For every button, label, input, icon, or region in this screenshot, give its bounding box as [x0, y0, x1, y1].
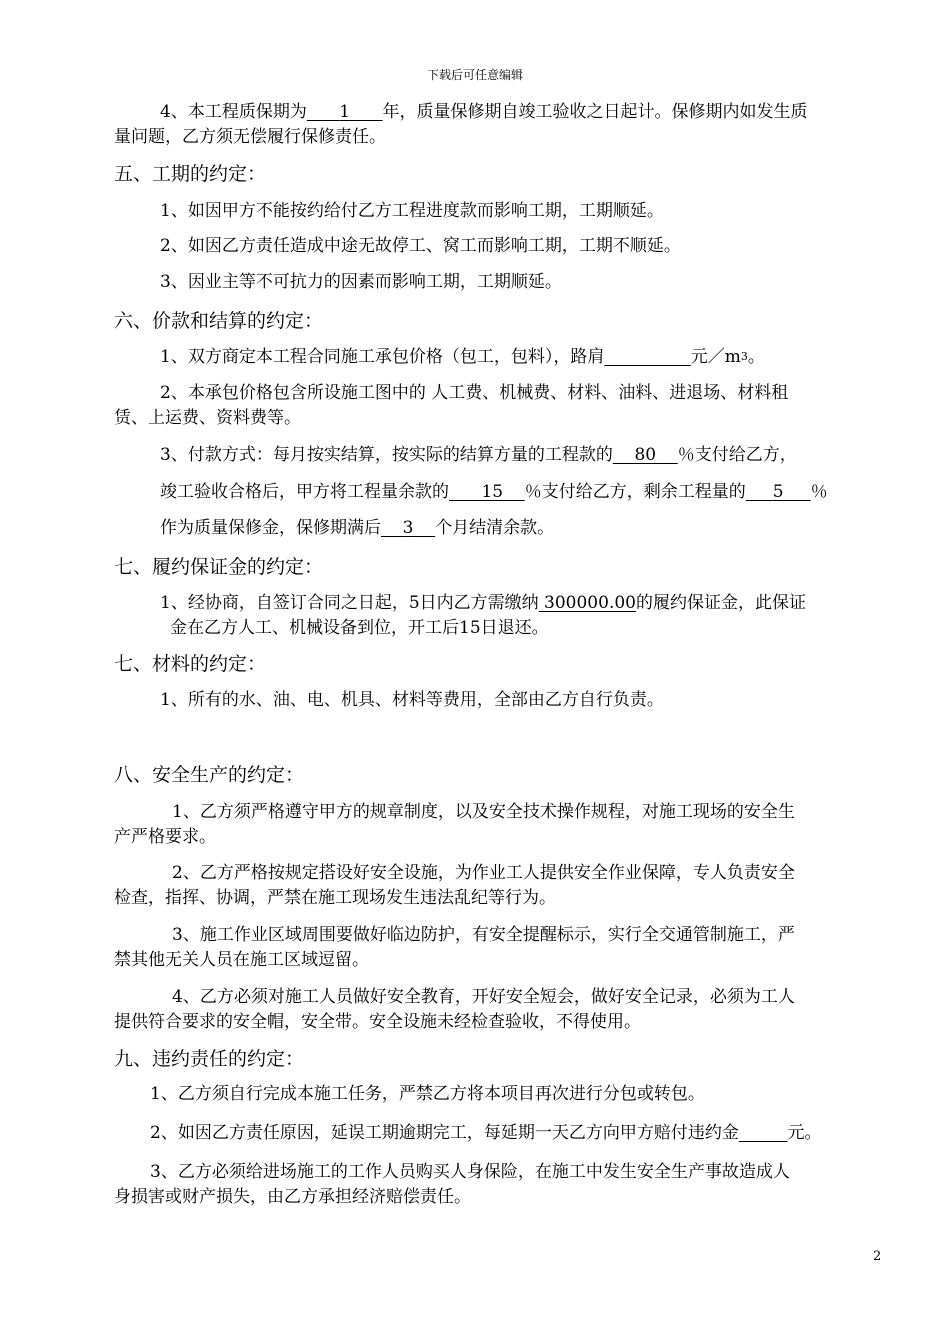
- section-8-item-4-line-1: 4、乙方必须对施工人员做好安全教育，开好安全短会，做好安全记录，必须为工人: [172, 987, 795, 1007]
- section-7b-title: 七、材料的约定：: [114, 653, 267, 675]
- section-6-item-3-line-2: [160, 480, 828, 504]
- payment-text-3: 作为质量保修金，保修期满后: [160, 518, 381, 538]
- warranty-line-1: [160, 100, 808, 124]
- section-5-item-1: 1、如因甲方不能按约给付乙方工程进度款而影响工期，工期顺延。: [160, 201, 664, 221]
- section-7b-item-1: 1、所有的水、油、电、机具、材料等费用，全部由乙方自行负责。: [160, 690, 664, 710]
- payment-percent-3-blank: [746, 482, 811, 502]
- warranty-years-blank: [307, 102, 383, 122]
- warranty-line-2: 量问题，乙方须无偿履行保修责任。: [114, 127, 386, 147]
- section-8-item-1-line-2: 产严格要求。: [114, 827, 216, 847]
- warranty-months-blank: [381, 518, 435, 538]
- section-8-item-4-line-2: 提供符合要求的安全帽，安全带。安全设施未经检查验收，不得使用。: [114, 1012, 641, 1032]
- section-8-title: 八、安全生产的约定：: [114, 764, 305, 786]
- penalty-text: 2、如因乙方责任原因，延误工期逾期完工，每延期一天乙方向甲方赔付违约金: [150, 1123, 739, 1143]
- bond-amount: [539, 593, 636, 613]
- price-text: 1、双方商定本工程合同施工承包价格（包工，包料），路肩: [160, 347, 605, 367]
- section-9-item-3-line-1: 3、乙方必须给进场施工的工作人员购买人身保险，在施工中发生安全生产事故造成人: [150, 1162, 790, 1182]
- bond-text-post: 的履约保证金，此保证: [635, 593, 806, 613]
- payment-text-2-post: ％: [810, 482, 828, 502]
- section-9-item-2: [150, 1121, 821, 1145]
- warranty-months: 3: [402, 518, 414, 538]
- section-6-item-3-line-3: [160, 516, 554, 540]
- payment-text-1: 3、付款方式：每月按实结算，按实际的结算方量的工程款的: [160, 445, 613, 465]
- page-header: 下载后可任意编辑: [426, 68, 523, 82]
- penalty-text-post: 元。: [787, 1123, 822, 1143]
- price-blank: [604, 347, 690, 367]
- section-5-item-2: 2、如因乙方责任造成中途无故停工、窝工而影响工期，工期不顺延。: [160, 236, 681, 256]
- bond-amount-value: 300000.00: [544, 593, 636, 613]
- section-5-title: 五、工期的约定：: [114, 163, 267, 185]
- section-6-item-1: [160, 345, 765, 369]
- section-6-item-2-line-2: 赁、上运费、资料费等。: [114, 408, 301, 428]
- section-8-item-3-line-1: 3、施工作业区域周围要做好临边防护，有安全提醒标示，实行全交通管制施工，严: [172, 925, 795, 945]
- payment-text-1-post: ％支付给乙方，: [677, 445, 797, 465]
- section-7a-title: 七、履约保证金的约定：: [114, 556, 324, 578]
- payment-text-3-post: 个月结清余款。: [435, 518, 555, 538]
- section-6-item-2-line-1: 2、本承包价格包含所设施工图中的 人工费、机械费、材料、油料、进退场、材料租: [160, 383, 789, 403]
- section-9-item-1: 1、乙方须自行完成本施工任务，严禁乙方将本项目再次进行分包或转包。: [150, 1084, 705, 1104]
- payment-percent-1: 80: [634, 445, 657, 465]
- bond-text: 1、经协商，自签订合同之日起，5日内乙方需缴纳: [160, 593, 539, 613]
- section-7a-item-1-line-2: 金在乙方人工、机械设备到位，开工后15日退还。: [170, 618, 549, 638]
- section-6-item-3-line-1: [160, 443, 797, 467]
- section-8-item-3-line-2: 禁其他无关人员在施工区域逗留。: [114, 950, 369, 970]
- section-8-item-2-line-1: 2、乙方严格按规定搭设好安全设施，为作业工人提供安全作业保障，专人负责安全: [172, 863, 795, 883]
- section-6-title: 六、价款和结算的约定：: [114, 310, 324, 332]
- section-8-item-2-line-2: 检查，指挥、协调，严禁在施工现场发生违法乱纪等行为。: [114, 888, 556, 908]
- penalty-blank: [739, 1123, 788, 1143]
- price-unit-superscript: 3: [740, 350, 748, 363]
- section-5-item-3: 3、因业主等不可抗力的因素而影响工期，工期顺延。: [160, 272, 562, 292]
- payment-percent-3: 5: [772, 482, 784, 502]
- payment-text-2: 竣工验收合格后，甲方将工程量余款的: [160, 482, 449, 502]
- payment-percent-1-blank: [613, 445, 678, 465]
- payment-percent-2: 15: [481, 482, 504, 502]
- section-9-title: 九、违约责任的约定：: [114, 1048, 305, 1070]
- section-8-item-1-line-1: 1、乙方须严格遵守甲方的规章制度，以及安全技术操作规程，对施工现场的安全生: [172, 802, 795, 822]
- price-unit: 元／m: [690, 347, 741, 367]
- section-9-item-3-line-2: 身损害或财产损失，由乙方承担经济赔偿责任。: [114, 1187, 471, 1207]
- payment-text-2-mid: ％支付给乙方，剩余工程量的: [524, 482, 746, 502]
- price-end: 。: [747, 347, 765, 367]
- payment-percent-2-blank: [449, 482, 525, 502]
- page-number: 2: [873, 1249, 882, 1264]
- warranty-years: 1: [339, 102, 351, 122]
- section-7a-item-1-line-1: [160, 591, 806, 615]
- warranty-text-post: 年，质量保修期自竣工验收之日起计。保修期内如发生质: [382, 102, 808, 122]
- warranty-text-pre: 4、本工程质保期为: [160, 102, 307, 122]
